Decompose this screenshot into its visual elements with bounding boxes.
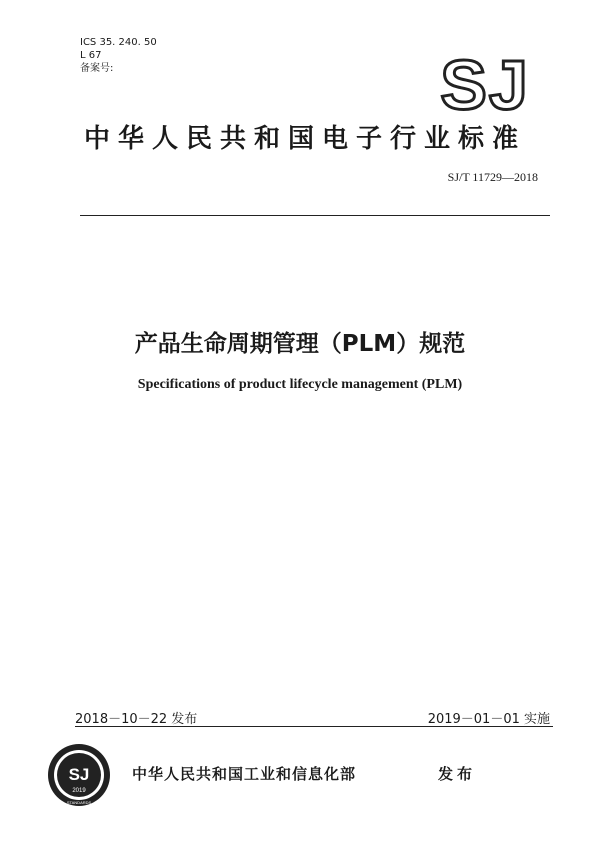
sj-logo: SJ bbox=[440, 46, 530, 124]
issue-date: 2018－10－22 发布 bbox=[75, 712, 198, 727]
document-title-cn: 产品生命周期管理（PLM）规范 bbox=[134, 331, 466, 357]
seal-ring-text: STANDARDS bbox=[66, 800, 92, 805]
document-title-en: Specifications of product lifecycle management (PLM) bbox=[137, 377, 463, 392]
top-divider bbox=[80, 215, 550, 216]
filing-number-label: 备案号: bbox=[80, 63, 114, 74]
ministry-seal-icon bbox=[46, 742, 112, 808]
seal-year: 2019 bbox=[72, 788, 86, 794]
publisher-name: 中华人民共和国工业和信息化部 bbox=[132, 765, 357, 783]
ccs-code: L 67 bbox=[80, 50, 102, 61]
ics-code: ICS 35. 240. 50 bbox=[80, 37, 157, 48]
classification-block bbox=[80, 36, 157, 75]
standard-number: SJ/T 11729—2018 bbox=[447, 170, 538, 184]
bottom-divider bbox=[75, 726, 553, 727]
org-title: 中华人民共和国电子行业标准 bbox=[83, 124, 526, 154]
implementation-date: 2019－01－01 实施 bbox=[427, 712, 550, 727]
publish-label: 发布 bbox=[438, 765, 477, 783]
seal-letters: SJ bbox=[68, 765, 90, 784]
